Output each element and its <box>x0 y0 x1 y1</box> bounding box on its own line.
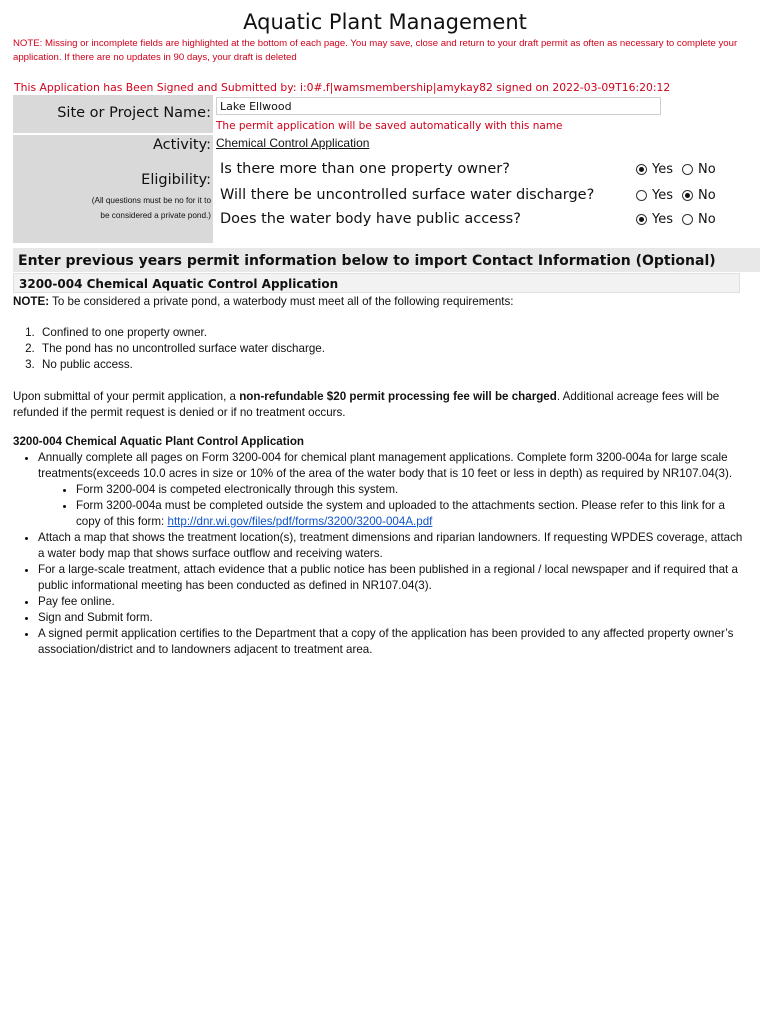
q2-yes-option[interactable] <box>636 188 673 203</box>
instruction-subitem-text: Form 3200-004a must be completed outside the system and uploaded to the attachments section. Please refer to this link for a copy of this form: <box>76 499 725 528</box>
q1-no-label: No <box>698 162 716 177</box>
question-public-access: Does the water body have public access? <box>220 211 521 227</box>
fee-text-after: . Additional acreage fees will be refunded if the permit request is denied or if no treatment occurs. <box>13 390 720 419</box>
eligibility-hint-line2: be considered a private pond.) <box>100 211 211 220</box>
q3-yes-option[interactable] <box>636 212 673 227</box>
note-text: To be considered a private pond, a waterbody must meet all of the following requirements: <box>52 295 514 308</box>
instruction-item: • Sign and Submit form. <box>38 610 745 626</box>
activity-link[interactable]: Chemical Control Application <box>216 136 370 150</box>
q2-yes-label: Yes <box>652 188 673 203</box>
question-multiple-owners: Is there more than one property owner? <box>220 161 510 177</box>
instruction-item <box>38 450 745 530</box>
q3-no-label: No <box>698 212 716 227</box>
instruction-subitem: • Form 3200-004 is competed electronically through this system. <box>76 482 745 498</box>
fee-text-before: Upon submittal of your permit application, a <box>13 390 240 403</box>
requirement-item: 2. The pond has no uncontrolled surface water discharge. <box>38 341 760 357</box>
instruction-item: • Pay fee online. <box>38 594 745 610</box>
instruction-item: • A signed permit application certifies to the Department that a copy of the application has been provided to any affected property owner’s association/district and to landowners adjacent to treatment area. <box>38 626 745 658</box>
q1-yes-radio[interactable] <box>636 164 647 175</box>
fee-text-bold: non-refundable $20 permit processing fee will be charged <box>239 390 557 403</box>
q3-yes-radio[interactable] <box>636 214 647 225</box>
q3-yes-label: Yes <box>652 212 673 227</box>
requirement-item: 3. No public access. <box>38 357 760 373</box>
instruction-subitem <box>76 498 745 530</box>
q1-no-option[interactable] <box>682 162 716 177</box>
instructions-title: 3200-004 Chemical Aquatic Plant Control Application <box>13 435 304 448</box>
site-name-label: Site or Project Name: <box>57 105 211 121</box>
activity-label: Activity: <box>152 137 211 153</box>
requirements-list <box>0 325 760 373</box>
q2-no-option[interactable] <box>682 188 716 203</box>
import-section-header[interactable]: Enter previous years permit information below to import Contact Information (Optional) <box>13 248 760 272</box>
instruction-item-text: Annually complete all pages on Form 3200-004 for chemical plant management applications. Complete form 3200-004a for large scale treatments(exceeds 10.0 acres in size or 10% of the area of the water body that is 10 feet or less in depth) as required by NR107.04(3). <box>38 451 733 480</box>
q2-yes-radio[interactable] <box>636 190 647 201</box>
form-3200-004a-link[interactable]: http://dnr.wi.gov/files/pdf/forms/3200/3200-004A.pdf <box>167 515 433 528</box>
q1-yes-label: Yes <box>652 162 673 177</box>
instruction-item: • For a large-scale treatment, attach evidence that a public notice has been published in a regional / local newspaper and if required that a public informational meeting has been conducted as defined in NR107.04(3). <box>38 562 745 594</box>
eligibility-hint <box>13 193 211 223</box>
draft-notice: NOTE: Missing or incomplete fields are highlighted at the bottom of each page. You may save, close and return to your draft permit as often as necessary to complete your application. If there are no updates in 90 days, your draft is deleted <box>13 38 738 63</box>
note-label: NOTE: <box>13 295 50 308</box>
eligibility-label: Eligibility: <box>141 172 211 188</box>
q3-no-option[interactable] <box>682 212 716 227</box>
autosave-note: The permit application will be saved automatically with this name <box>216 120 563 132</box>
q3-no-radio[interactable] <box>682 214 693 225</box>
fee-paragraph <box>13 389 753 421</box>
requirement-item: 1. Confined to one property owner. <box>38 325 760 341</box>
private-pond-note <box>13 294 758 310</box>
signed-status: This Application has Been Signed and Submitted by: i:0#.f|wamsmembership|amykay82 signed on 2022-03-09T16:20:12 <box>14 81 671 94</box>
site-name-input[interactable]: Lake Ellwood <box>216 97 661 115</box>
instructions-list <box>0 450 745 658</box>
q1-yes-option[interactable] <box>636 162 673 177</box>
q1-no-radio[interactable] <box>682 164 693 175</box>
page-title: Aquatic Plant Management <box>243 10 527 34</box>
q2-no-label: No <box>698 188 716 203</box>
instruction-item: • Attach a map that shows the treatment location(s), treatment dimensions and riparian landowners. If requesting WPDES coverage, attach a water body map that shows surface outflow and receiving waters. <box>38 530 745 562</box>
form-subheader: 3200-004 Chemical Aquatic Control Application <box>13 273 740 293</box>
q2-no-radio[interactable] <box>682 190 693 201</box>
eligibility-hint-line1: (All questions must be no for it to <box>91 196 211 205</box>
question-surface-discharge: Will there be uncontrolled surface water discharge? <box>220 187 595 203</box>
